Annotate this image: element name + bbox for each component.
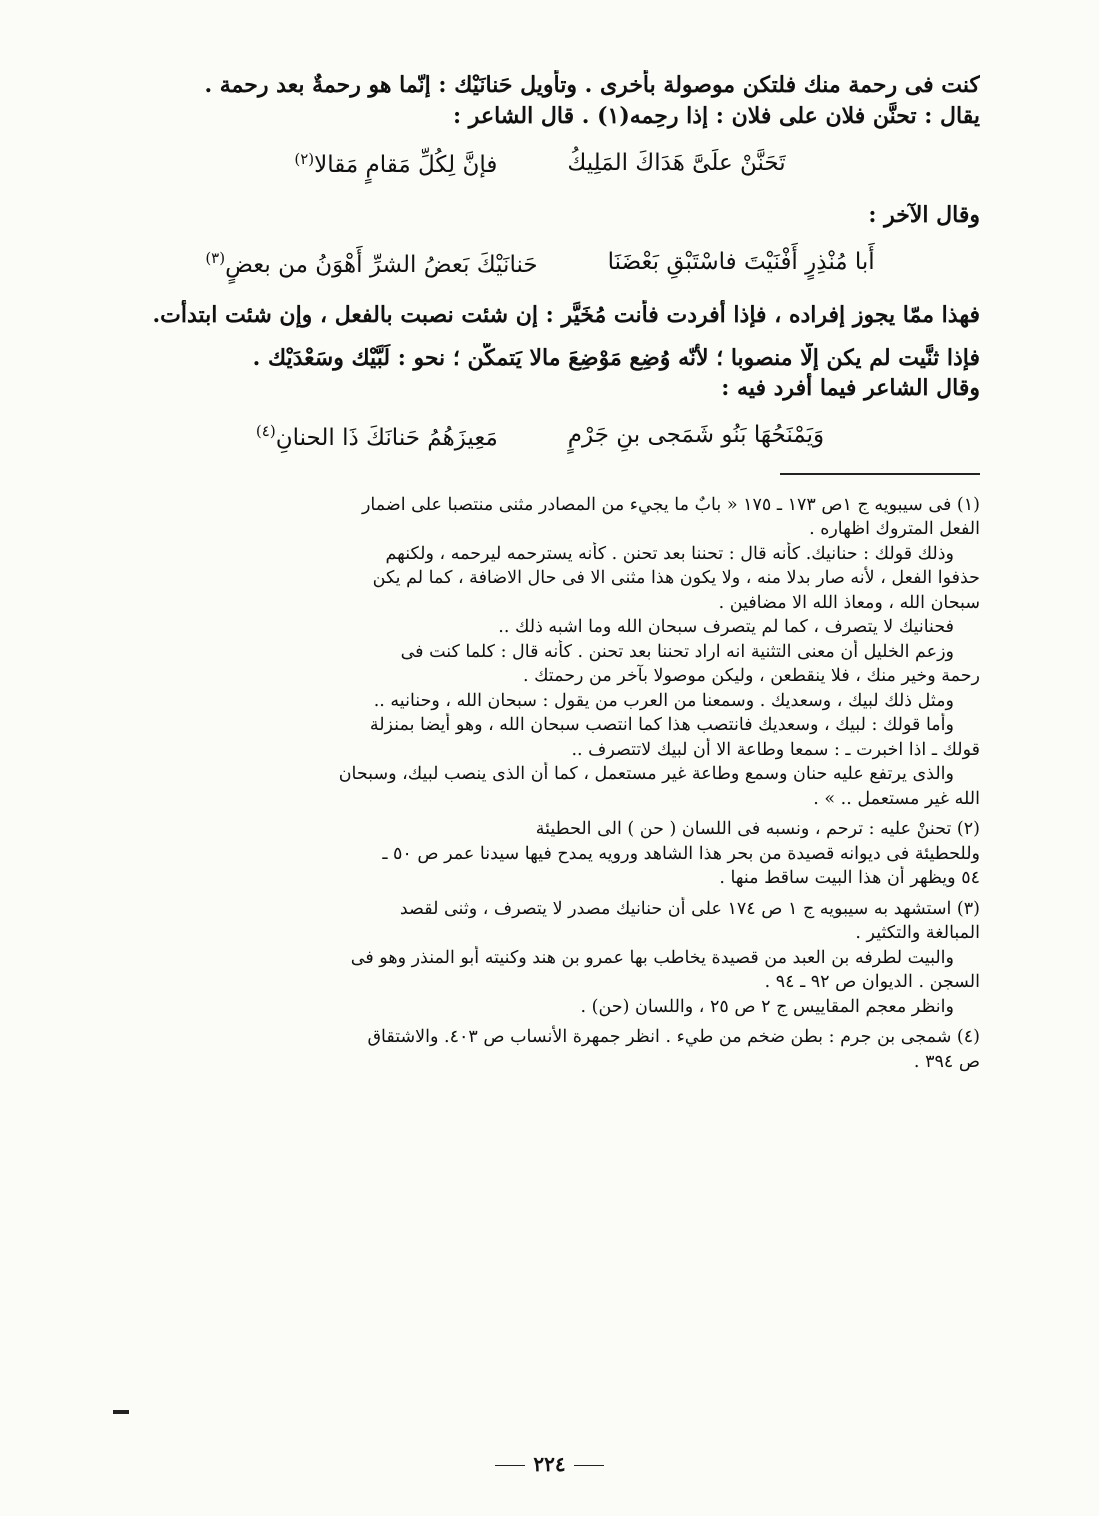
verse-text: فإنَّ لِكُلِّ مَقامٍ مَقالا (314, 152, 498, 179)
footnote-divider (780, 473, 980, 475)
text-line: وقال الشاعر فيما أفرد فيه : (721, 375, 980, 402)
footnote-line: الله غير مستعمل .. » . (813, 788, 980, 809)
footnote-line: السجن . الديوان ص ٩٢ ـ ٩٤ . (764, 972, 980, 993)
verse-1 (100, 150, 980, 179)
main-text (100, 300, 980, 404)
dash-right (495, 1465, 525, 1466)
footnote-line: وانظر معجم المقاييس ج ٢ ص ٢٥ ، واللسان (حن) . (580, 996, 954, 1017)
verse-hemistich-first: تَحَنَّنْ علَىَّ هَدَاكَ المَلِيكُ (567, 149, 786, 176)
footnote-line: حذفوا الفعل ، لأنه صار بدلا منه ، ولا يكون هذا مثنى الا فى حال الاضافة ، كما لم يكن (372, 568, 980, 589)
verse-hemistich-first: وَيَمْنَحُهَا بَنُو شَمَجى بنِ جَرْمٍ (567, 422, 825, 449)
footnote-line: وذلك قولك : حنانيك. كأنه قال : تحننا بعد تحنن . كأنه يسترحمه ليرحمه ، ولكنهم (385, 543, 954, 564)
footnotes (100, 493, 980, 1075)
footnote-line: (٣) استشهد به سيبويه ج ١ ص ١٧٤ على أن حنانيك مصدر لا يتصرف ، وثنى لقصد (399, 898, 980, 919)
footnote-line: ص ٣٩٤ . (913, 1051, 980, 1072)
footnote-line: الفعل المتروك اظهاره . (809, 519, 980, 540)
footnote-line: المبالغة والتكثير . (855, 923, 980, 944)
verse-3 (100, 422, 980, 451)
footnote-line: (٤) شمجى بن جرم : بطن ضخم من طيء . انظر جمهرة الأنساب ص ٤٠٣. والاشتقاق (367, 1027, 980, 1048)
footnote-line: ٥٤ ويظهر أن هذا البيت ساقط منها . (719, 868, 980, 889)
verse-text: حَنانَيْكَ بَعضُ الشرِّ أَهْوَنُ من بعضٍ (225, 251, 538, 278)
text-line: فإذا ثنَّيت لم يكن إلّا منصوبا ؛ لأنّه وُضِع مَوْضِعَ مالا يَتمكَّن ؛ نحو : لَبَّيْك وسَعْدَيْك . (252, 344, 980, 371)
dash-left (574, 1465, 604, 1466)
footnote-line: وزعم الخليل أن معنى التثنية انه اراد تحننا بعد تحنن . كأنه قال : كلما كنت فى (400, 641, 954, 662)
footnote-line: وأما قولك : لبيك ، وسعديك فانتصب هذا كما انتصب سبحان الله ، وهو أيضا بمنزلة (369, 715, 954, 736)
main-text (100, 70, 980, 132)
text-line: كنت فى رحمة منك فلتكن موصولة بأُخرى . وتأْويل حَنانَيْك : إنّما هو رحمةٌ بعد رحمة . (204, 72, 980, 98)
footnote-line: وللحطيئة فى ديوانه قصيدة من بحر هذا الشاهد ورويه يمدح فيها سيدنا عمر ص ٥٠ ـ (382, 843, 980, 864)
text-line: وقال الآخر : (868, 202, 980, 229)
footnote-ref: (٣) (205, 249, 226, 268)
footnote-line: ومثل ذلك لبيك ، وسعديك . وسمعنا من العرب من يقول : سبحان الله ، وحنانيه .. (373, 690, 954, 711)
footnote-line: سبحان الله ، ومعاذ الله الا مضافين . (718, 592, 980, 613)
verse-hemistich-second (256, 422, 498, 451)
footnote-line: والذى يرتفع عليه حنان وسمع وطاعة غير مستعمل ، كما أن الذى ينصب لبيك، وسبحان (338, 764, 954, 785)
text-line: يقال : تحنَّن فلان على فلان : إذا رحِمه(١) . قال الشاعر : (453, 102, 980, 129)
footnote-line: والبيت لطرفه بن العبد من قصيدة يخاطب بها عمرو بن هند وكنيته أبو المنذر وهو فى (350, 947, 954, 968)
verse-hemistich-first: أَبا مُنْذِرٍ أَفْنَيْتَ فاسْتَبْقِ بَعْضَنَا (607, 249, 875, 276)
page-footer (0, 1452, 1099, 1476)
footnote-ref: (٢) (294, 149, 315, 168)
main-text (100, 200, 980, 231)
footnote-line: رحمة وخير منك ، فلا ينقطعن ، وليكن موصولا بآخر من رحمتك . (522, 666, 980, 687)
verse-hemistich-second (294, 150, 497, 179)
footnote-line: فحنانيك لا يتصرف ، كما لم يتصرف سبحان الله وما اشبه ذلك .. (498, 617, 954, 638)
verse-2 (100, 249, 980, 278)
text-line: فهذا ممّا يجوز إفراده ، فإذا أفردت فأنت مُخَيَّر : إن شئت نصبت بالفعل ، وإن شئت ابتدأت. (152, 301, 980, 328)
footnote-ref: (٤) (255, 422, 276, 441)
ink-mark (113, 1410, 129, 1414)
page-content (100, 70, 980, 1074)
footnote-line: (١) فى سيبويه ج ١ص ١٧٣ ـ ١٧٥ « بابٌ ما يجيء من المصادر مثنى منتصبا على اضمار (361, 494, 980, 515)
footnote-line: (٢) تحننْ عليه : ترحم ، ونسبه فى اللسان ( حن ) الى الحطيئة (535, 819, 980, 840)
page-number: ٢٢٤ (533, 1452, 566, 1476)
verse-hemistich-second (205, 249, 537, 278)
footnote-line: قولك ـ اذا اخبرت ـ : سمعا وطاعة الا أن لبيك لاتتصرف .. (571, 739, 980, 760)
verse-text: مَعِيزَهُمُ حَنانَكَ ذَا الحنانِ (275, 424, 498, 451)
